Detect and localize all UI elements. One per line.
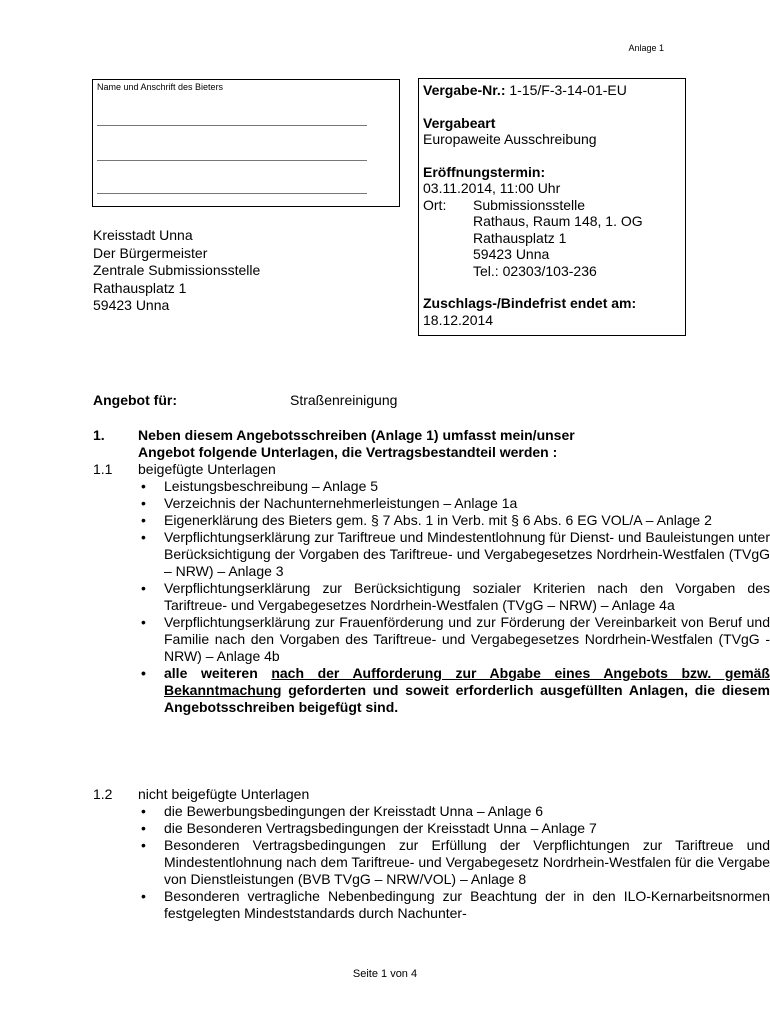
vergabe-nr-label: Vergabe-Nr.: xyxy=(423,82,506,98)
offer-value: Straßenreinigung xyxy=(290,392,398,408)
vergabeart-value: Europaweite Ausschreibung xyxy=(423,131,597,147)
address-line: Kreisstadt Unna xyxy=(93,227,193,243)
list-item: • Verpflichtungserklärung zur Frauenförderung und zur Förderung der Vereinbarkeit von Beruf und Familie nach den Vorgaben des Tariftreue- und Vergabegesetzes Nordrhein-Westfalen (TVgG - NRW) – Anlage 4b xyxy=(138,614,770,665)
zuschlag-label: Zuschlags-/Bindefrist endet am: xyxy=(423,295,637,311)
ort-line: Rathaus, Raum 148, 1. OG xyxy=(473,213,643,229)
section-title: beigefügte Unterlagen xyxy=(138,461,276,477)
list-item: • Verpflichtungserklärung zur Tariftreue und Mindestentlohnung für Dienst- und Bauleistungen unter Berücksichtigung der Vorgaben des Tariftreue- und Vergabegesetzes Nordrhein-Westfalen (TVgG – NRW) – Anlage 3 xyxy=(138,529,770,580)
address-line: Rathausplatz 1 xyxy=(93,279,187,296)
list-item: • Leistungsbeschreibung – Anlage 5 xyxy=(138,478,770,495)
address-line: Der Bürgermeister xyxy=(93,244,208,261)
list-item: • die Bewerbungsbedingungen der Kreisstadt Unna – Anlage 6 xyxy=(138,803,770,820)
eroeffnung-date: 03.11.2014, 11:00 Uhr xyxy=(423,180,561,196)
section-text-line: Neben diesem Angebotsschreiben (Anlage 1) umfasst mein/unser xyxy=(138,427,575,443)
section-title: nicht beigefügte Unterlagen xyxy=(138,786,310,802)
address-line: Zentrale Submissionsstelle xyxy=(93,262,261,278)
ort-line: Submissionsstelle xyxy=(473,196,586,213)
section-text xyxy=(138,427,770,461)
list-item-underlined: nach der Aufforderung zur Abgabe eines Angebots bzw. gemäß Bekanntmachung xyxy=(164,665,770,698)
ort-line: Rathausplatz 1 xyxy=(473,229,567,246)
non-attached-documents-list xyxy=(138,803,770,922)
bidder-input-line xyxy=(97,193,367,194)
bidder-input-line xyxy=(97,125,367,126)
list-item: • Besonderen Vertragsbedingungen zur Erfüllung der Verpflichtungen zur Tariftreue und Mindestentlohnung nach dem Tariftreue- und Vergabegesetz Nordrhein-Westfalen für die Vergabe von Dienstleistungen (BVB TVgG – NRW/VOL) – Anlage 8 xyxy=(138,837,770,888)
page-number: Seite 1 von 4 xyxy=(352,968,418,980)
ort-label: Ort: xyxy=(423,196,447,213)
list-item-text: geforderten und soweit erforderlich ausgefüllten Anlagen, die diesem Angebotsschreiben beigefügt sind. xyxy=(164,682,770,715)
list-item: • Eigenerklärung des Bieters gem. § 7 Abs. 1 in Verb. mit § 6 Abs. 6 EG VOL/A – Anlage 2 xyxy=(138,512,770,529)
list-item: • die Besonderen Vertragsbedingungen der Kreisstadt Unna – Anlage 7 xyxy=(138,820,770,837)
list-item: • Verpflichtungserklärung zur Berücksichtigung sozialer Kriterien nach den Vorgaben des Tariftreue- und Vergabegesetzes Nordrhein-Westfalen (TVgG – NRW) – Anlage 4a xyxy=(138,580,770,614)
offer-label: Angebot für: xyxy=(93,392,177,408)
eroeffnung-label: Eröffnungstermin: xyxy=(423,163,546,180)
bidder-address-box xyxy=(92,79,400,207)
annex-label: Anlage 1 xyxy=(628,43,664,53)
vergabe-nr-value: 1-15/F-3-14-01-EU xyxy=(509,82,627,98)
section-number: 1. xyxy=(93,427,105,443)
ort-line: 59423 Unna xyxy=(473,246,550,262)
attached-documents-list xyxy=(138,478,770,716)
address-line: 59423 Unna xyxy=(93,297,170,313)
list-item-text: alle weiteren xyxy=(164,665,272,681)
tender-info-box xyxy=(418,78,686,336)
list-item: • Besonderen vertragliche Nebenbedingung zur Beachtung der in den ILO-Kernarbeitsnormen festgelegten Mindeststandards durch Nachunter- xyxy=(138,888,770,922)
ort-line: Tel.: 02303/103-236 xyxy=(473,262,597,279)
section-text-line: Angebot folgende Unterlagen, die Vertragsbestandteil werden : xyxy=(138,444,558,460)
section-number: 1.2 xyxy=(93,786,113,802)
bidder-box-label: Name und Anschrift des Bieters xyxy=(97,82,224,92)
vergabeart-label: Vergabeart xyxy=(423,114,496,131)
bidder-input-line xyxy=(97,160,367,161)
section-1 xyxy=(93,427,770,463)
zuschlag-date: 18.12.2014 xyxy=(423,311,494,328)
list-item: • Verzeichnis der Nachunternehmerleistungen – Anlage 1a xyxy=(138,495,770,512)
recipient-address xyxy=(93,227,260,315)
list-item xyxy=(138,665,770,716)
section-number: 1.1 xyxy=(93,461,113,477)
section-1-2 xyxy=(93,786,770,803)
section-1-1 xyxy=(93,461,770,478)
offer-subject xyxy=(93,392,398,408)
